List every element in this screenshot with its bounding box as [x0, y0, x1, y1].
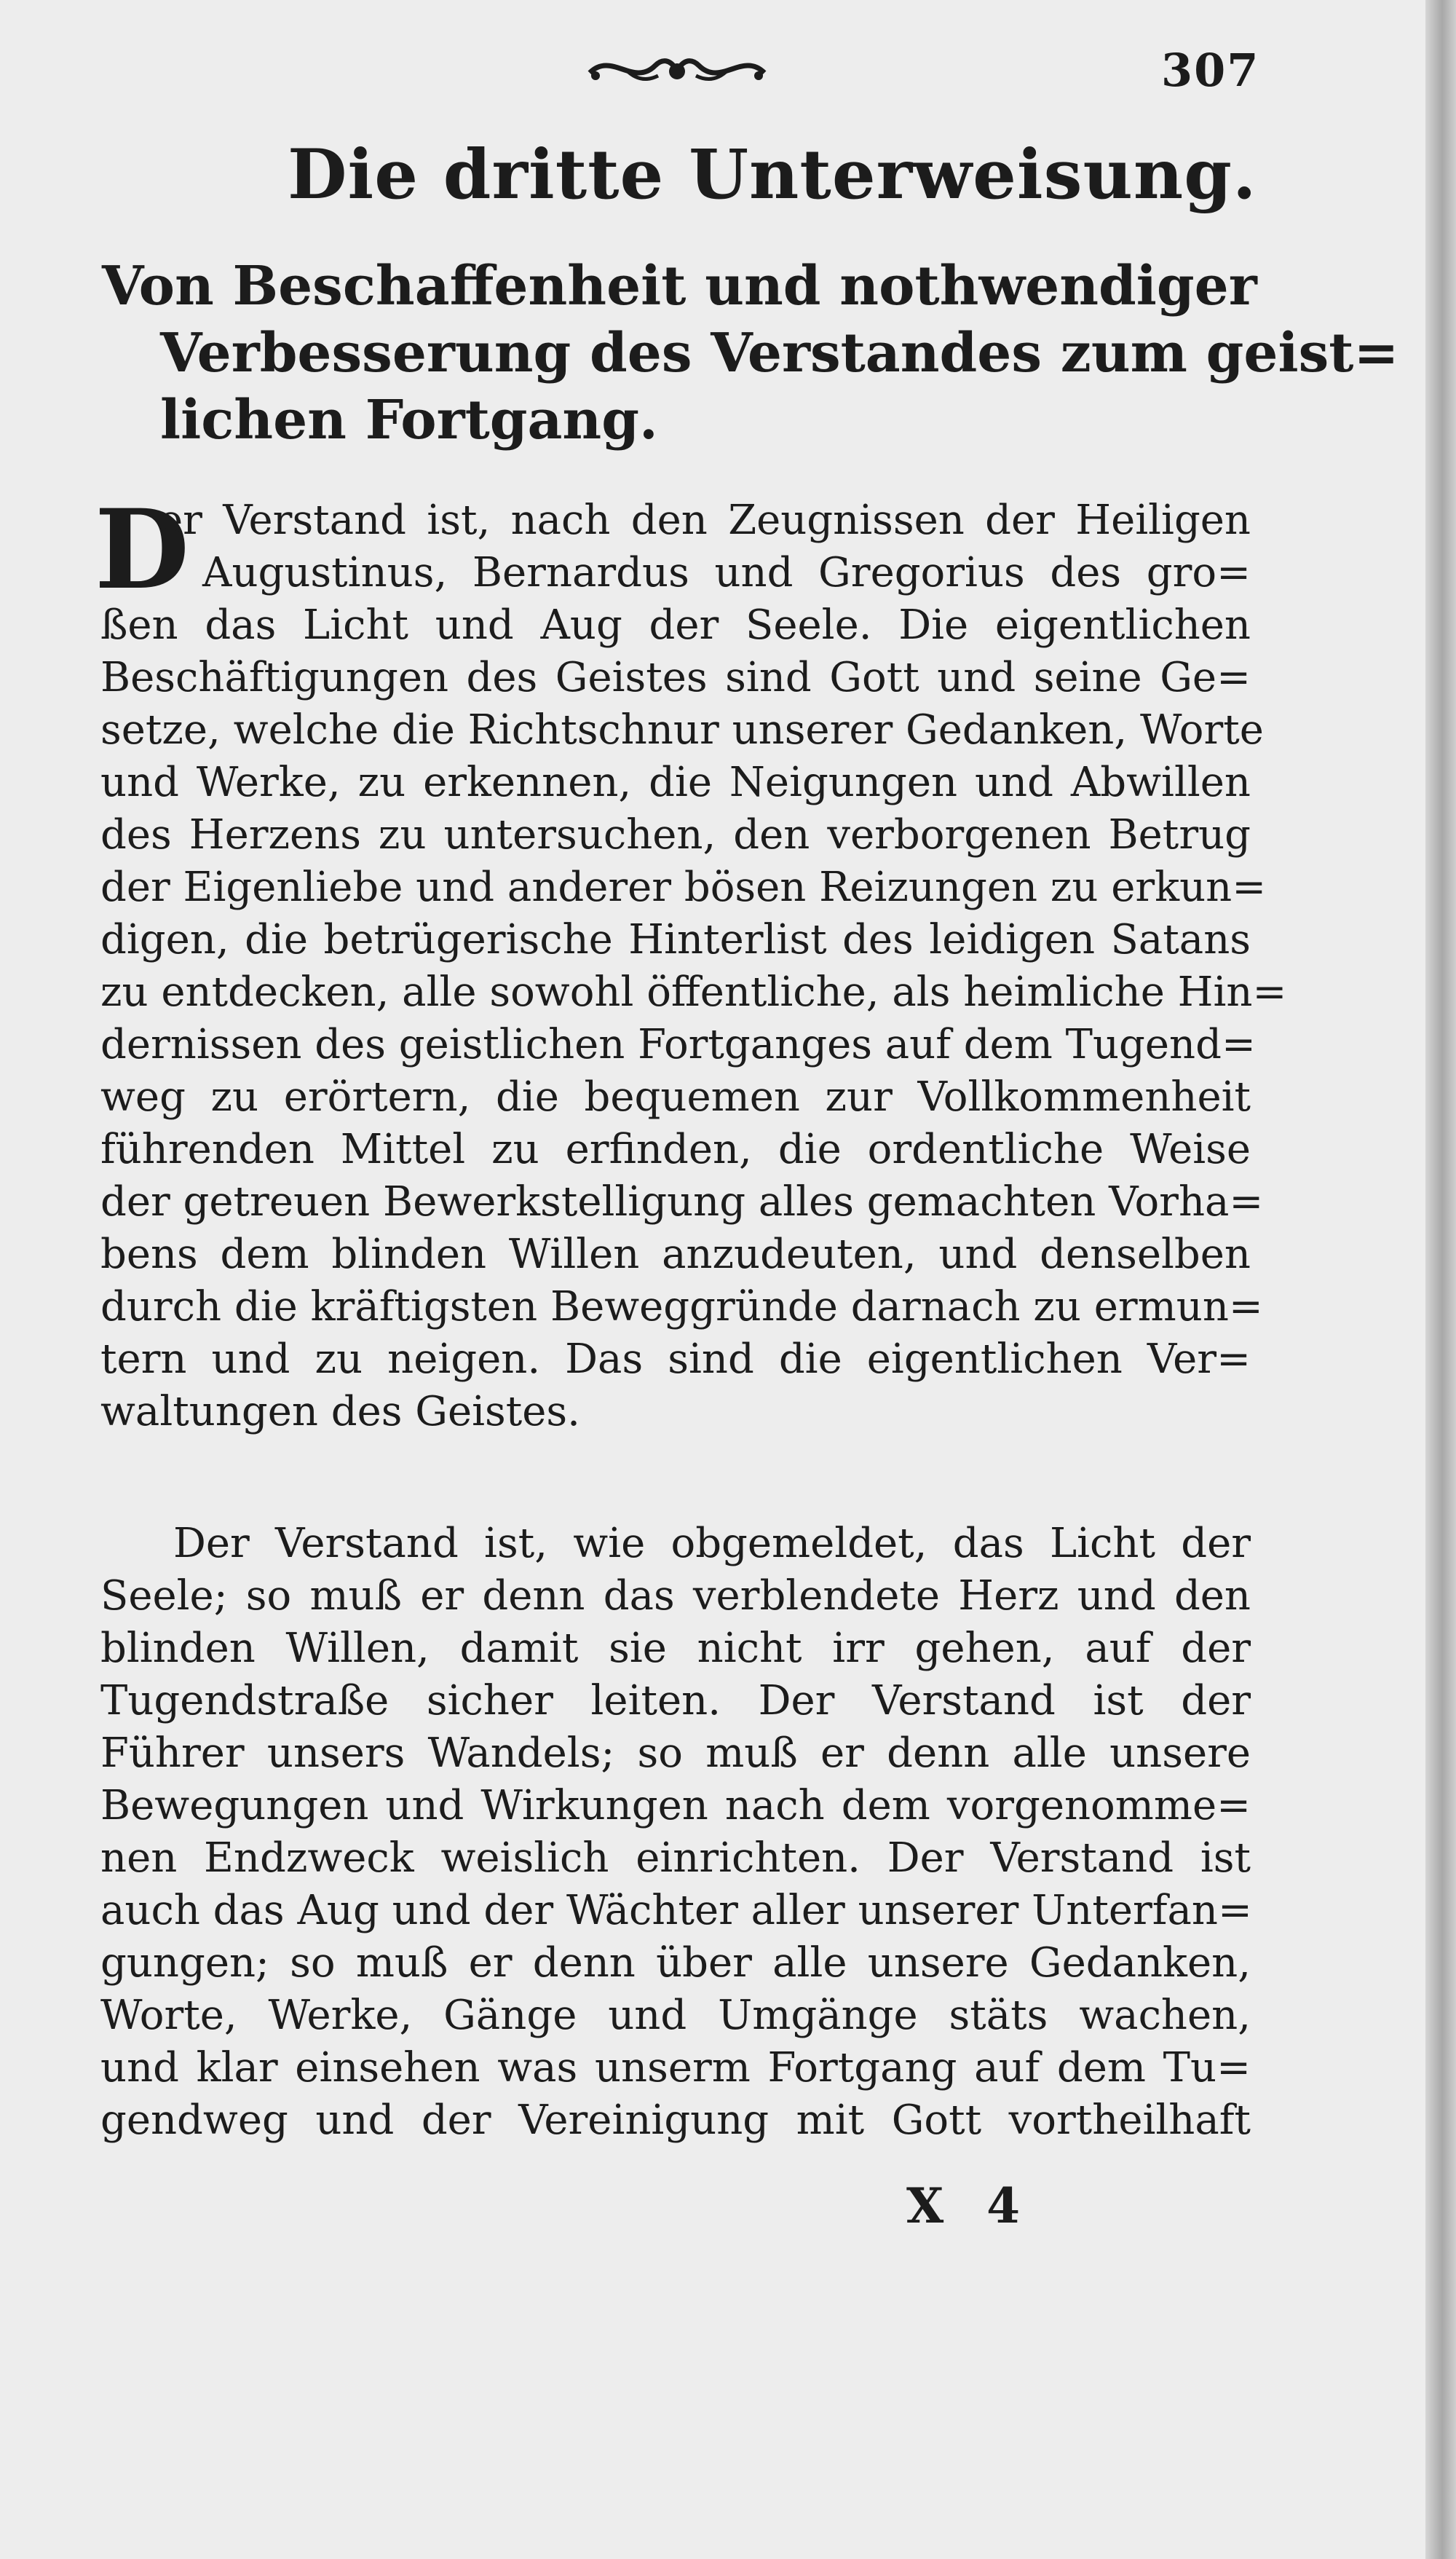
page-number: 307 — [1161, 44, 1260, 97]
subtitle-line: Von Beschaffenheit und nothwendiger — [102, 255, 1257, 318]
text-line: Bewegungen und Wirkungen nach dem vorgenomme= — [100, 1782, 1251, 1829]
text-line: Führer unsers Wandels; so muß er denn alle unsere — [100, 1730, 1251, 1777]
chapter-title: Die dritte Unterweisung. — [288, 135, 1257, 215]
text-line: Worte, Werke, Gänge und Umgänge stäts wachen, — [100, 1992, 1251, 2039]
text-line: gungen; so muß er denn über alle unsere Gedanken, — [100, 1939, 1251, 1987]
text-line: auch das Aug und der Wächter aller unserer Unterfan= — [100, 1887, 1252, 1934]
text-line: der getreuen Bewerkstelligung alles gemachten Vorha= — [100, 1178, 1264, 1226]
text-line: nen Endzweck weislich einrichten. Der Verstand ist — [100, 1834, 1251, 1882]
text-line: waltungen des Geistes. — [100, 1388, 580, 1435]
page-edge — [1425, 0, 1456, 2559]
text-line: führenden Mittel zu erfinden, die ordentliche Weise — [100, 1126, 1251, 1173]
text-line: zu entdecken, alle sowohl öffentliche, als heimliche Hin= — [100, 969, 1287, 1016]
printer-signature-mark: X 4 — [906, 2177, 1034, 2234]
text-line: Beschäftigungen des Geistes sind Gott und seine Ge= — [100, 654, 1251, 701]
text-line: Tugendstraße sicher leiten. Der Verstand ist der — [100, 1677, 1251, 1724]
fleuron-ornament-icon — [582, 44, 772, 96]
text-line: der Eigenliebe und anderer bösen Reizungen zu erkun= — [100, 864, 1267, 911]
text-line: ßen das Licht und Aug der Seele. Die eigentlichen — [100, 602, 1251, 649]
drop-cap: D — [95, 486, 190, 614]
text-line: setze, welche die Richtschnur unserer Gedanken, Worte — [100, 706, 1264, 754]
text-line: weg zu erörtern, die bequemen zur Vollkommenheit — [100, 1073, 1251, 1121]
text-line: und Werke, zu erkennen, die Neigungen und Abwillen — [100, 759, 1251, 806]
text-line: des Herzens zu untersuchen, den verborgenen Betrug — [100, 811, 1251, 859]
text-line: Seele; so muß er denn das verblendete Herz und den — [100, 1572, 1251, 1620]
text-line: tern und zu neigen. Das sind die eigentlichen Ver= — [100, 1336, 1251, 1383]
text-line: dernissen des geistlichen Fortganges auf dem Tugend= — [100, 1021, 1256, 1068]
text-line: bens dem blinden Willen anzudeuten, und denselben — [100, 1231, 1251, 1278]
text-line: blinden Willen, damit sie nicht irr gehen, auf der — [100, 1625, 1251, 1672]
text-line: und klar einsehen was unserm Fortgang auf dem Tu= — [100, 2044, 1251, 2091]
text-line: Augustinus, Bernardus und Gregorius des gro= — [202, 549, 1251, 596]
subtitle-line: Verbesserung des Verstandes zum geist= — [160, 322, 1399, 385]
text-line: digen, die betrügerische Hinterlist des leidigen Satans — [100, 916, 1251, 963]
subtitle-line: lichen Fortgang. — [160, 389, 658, 452]
text-line: durch die kräftigsten Beweggründe darnach zu ermun= — [100, 1283, 1263, 1330]
text-line: gendweg und der Vereinigung mit Gott vortheilhaft — [100, 2097, 1251, 2144]
text-line: Der Verstand ist, wie obgemeldet, das Licht der — [173, 1520, 1251, 1567]
text-line: er Verstand ist, nach den Zeugnissen der Heiligen — [159, 497, 1251, 544]
